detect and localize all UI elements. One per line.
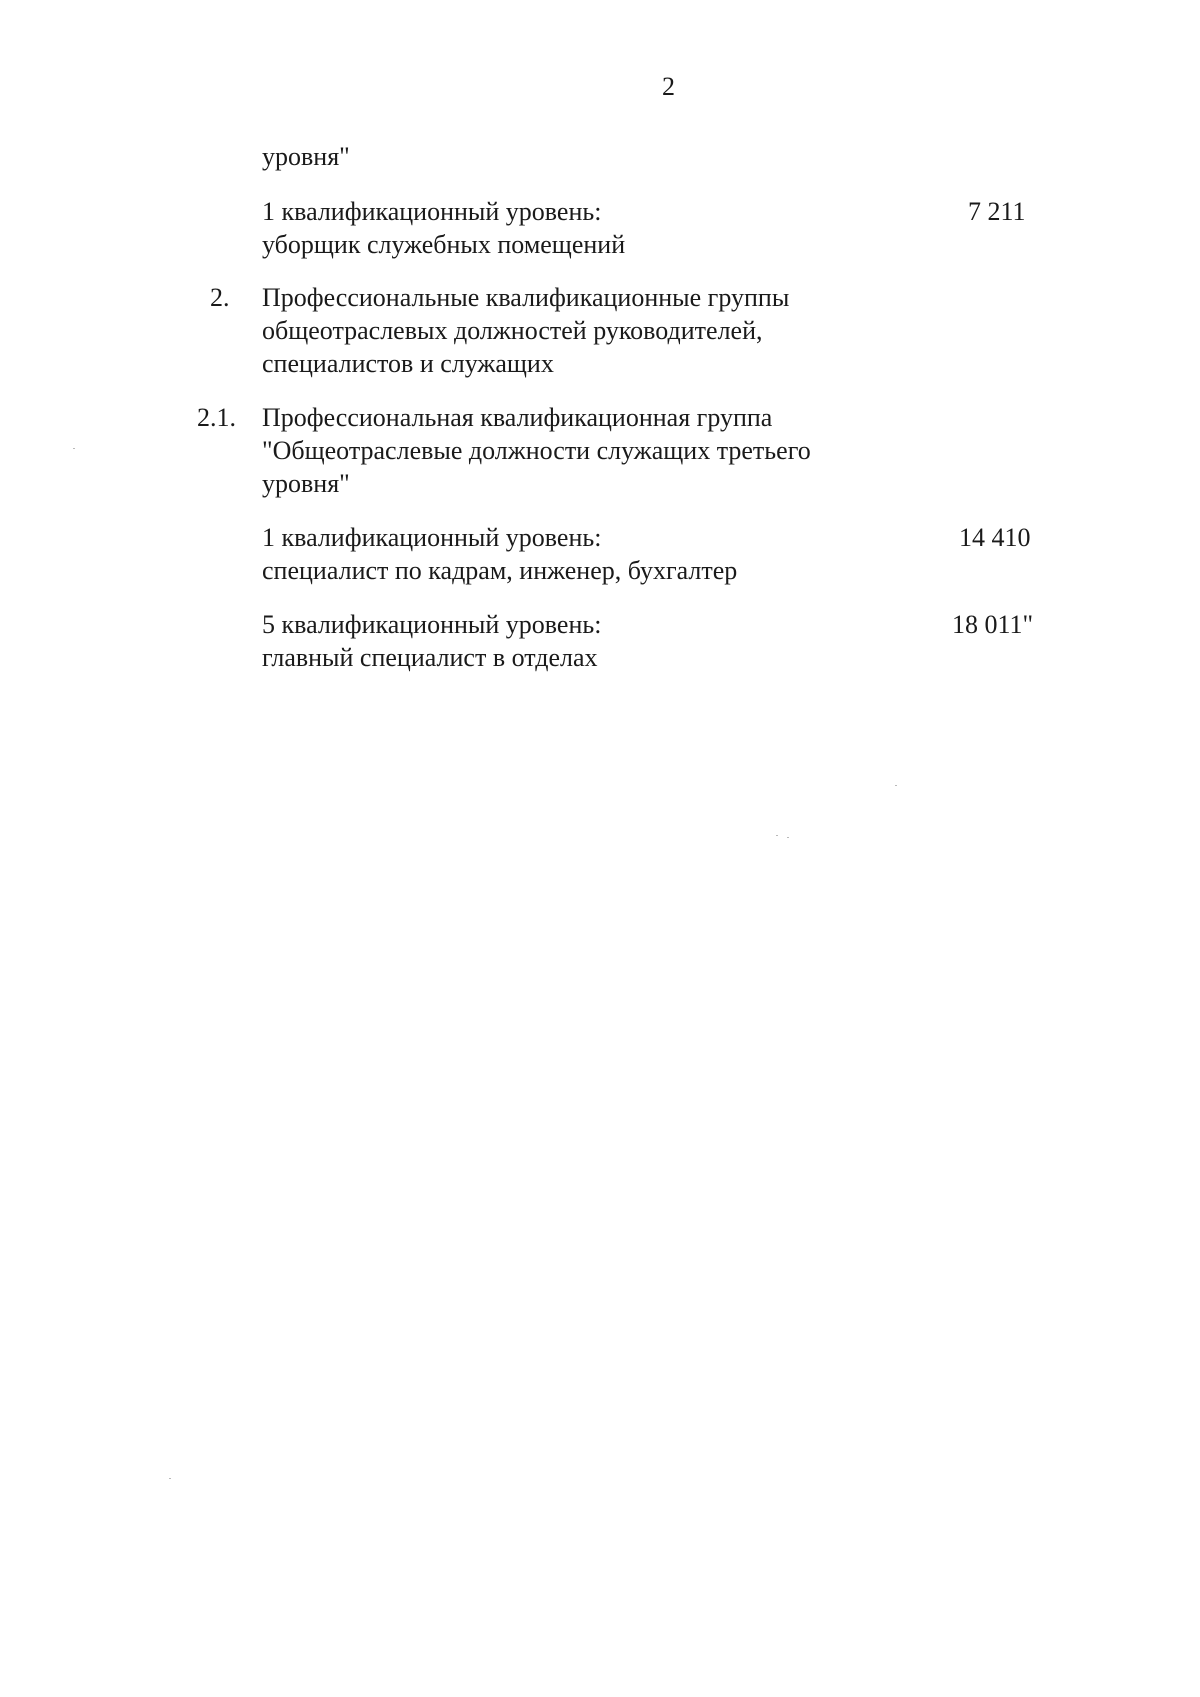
- row-number: 2.: [210, 283, 230, 312]
- row-line: 5 квалификационный уровень:: [262, 610, 602, 639]
- salary-value: 7 211: [968, 197, 1026, 226]
- row-line: 1 квалификационный уровень:: [262, 523, 602, 552]
- row-line: специалистов и служащих: [262, 349, 554, 378]
- row-line: Профессиональные квалификационные группы: [262, 283, 790, 312]
- row-text: [262, 608, 882, 674]
- page-number: 2: [662, 72, 675, 101]
- row-line: общеотраслевых должностей руководителей,: [262, 316, 763, 345]
- row-number: 2.1.: [197, 403, 236, 432]
- salary-value: 18 011": [952, 610, 1034, 639]
- row-text: [262, 281, 882, 380]
- row-line: 1 квалификационный уровень:: [262, 197, 602, 226]
- row-text: [262, 521, 882, 587]
- row-line: уборщик служебных помещений: [262, 230, 626, 259]
- salary-value: 14 410: [959, 523, 1031, 552]
- scan-speck: [776, 835, 778, 836]
- scan-speck: [895, 785, 897, 786]
- row-text: [262, 195, 882, 261]
- scan-speck: [73, 448, 75, 449]
- scan-speck: [169, 1478, 171, 1479]
- row-line: уровня": [262, 469, 350, 498]
- row-text: [262, 401, 882, 500]
- row-line: главный специалист в отделах: [262, 643, 598, 672]
- row-line: специалист по кадрам, инженер, бухгалтер: [262, 556, 738, 585]
- row-line: Профессиональная квалификационная группа: [262, 403, 773, 432]
- row-line: уровня": [262, 142, 350, 171]
- row-line: "Общеотраслевые должности служащих третьего: [262, 436, 811, 465]
- row-text: [262, 140, 882, 173]
- scan-speck: [787, 837, 789, 838]
